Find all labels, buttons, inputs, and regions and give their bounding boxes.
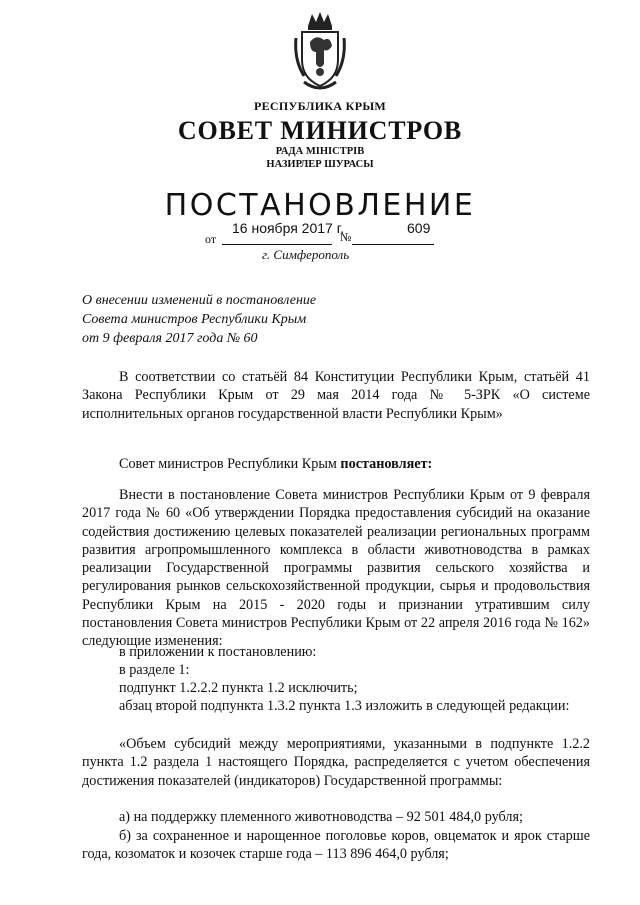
resolves-text: Совет министров Республики Крым [119, 456, 341, 472]
item-section: в разделе 1: [119, 662, 190, 678]
item-a: а) на поддержку племенного животноводства – 92 501 484,0 рубля; [119, 809, 523, 825]
number-underline [352, 244, 434, 245]
quote-paragraph: «Объем субсидий между мероприятиями, указанными в подпункте 1.2.2 пункта 1.2 раздела 1 настоящего Порядка, распределяется с учетом обеспечения достижения показателей (индикаторов) Государственной программы: [82, 736, 590, 789]
subject-line-2: Совета министров Республики Крым [82, 312, 307, 327]
date-underline [222, 244, 332, 245]
decree-title: ПОСТАНОВЛЕНИЕ [164, 188, 476, 223]
item-exclude: подпункт 1.2.2.2 пункта 1.2 исключить; [119, 680, 358, 696]
decree-city: г. Симферополь [262, 247, 350, 262]
subject-line-1: О внесении изменений в постановление [82, 293, 317, 308]
resolves-paragraph [119, 455, 432, 473]
amendment-paragraph: Внести в постановление Совета министров Республики Крым от 9 февраля 2017 года № 60 «Об утверждении Порядка предоставления субсидий на оказание содействия достижению целевых показателей реализации региональных программ развития агропромышленного комплекса в области животноводства в рамках реализации Государственной программы развития сельского хозяйства и регулирования рынков сельскохозяйственной продукции, сырья и продовольствия Республики Крым на 2015 - 2020 годы и признании утратившим силу постановления Совета министров Республики Крым от 22 апреля 2016 года № 162» следующие изменения: [82, 487, 590, 650]
council-title: СОВЕТ МИНИСТРОВ [177, 116, 463, 145]
item-restate: абзац второй подпункта 1.3.2 пункта 1.3 изложить в следующей редакции: [119, 698, 570, 714]
item-appendix: в приложении к постановлению: [119, 644, 317, 660]
resolves-keyword: постановляет: [340, 456, 433, 472]
council-title-crimean-tatar: НАЗИРЛЕР ШУРАСЫ [266, 159, 374, 170]
subject-line-3: от 9 февраля 2017 года № 60 [82, 331, 258, 346]
council-title-ukrainian: РАДА МІНІСТРІВ [275, 146, 365, 157]
decree-date: 16 ноября 2017 г. [232, 220, 344, 236]
basis-paragraph: В соответствии со статьёй 84 Конституции Республики Крым, статьёй 41 Закона Республики Крым от 29 мая 2014 года № 5-ЗРК «О системе исполнительных органов государственной власти Республики Крым» [82, 369, 590, 422]
crimea-coat-of-arms-icon [294, 8, 346, 94]
decree-number: 609 [407, 220, 431, 236]
republic-name: РЕСПУБЛИКА КРЫМ [253, 99, 387, 113]
number-label: № [340, 230, 352, 244]
date-label: от [205, 232, 217, 246]
item-b: б) за сохраненное и нарощенное поголовье коров, овцематок и ярок старше года, козоматок и козочек старше года – 113 896 464,0 рубля; [82, 828, 590, 863]
